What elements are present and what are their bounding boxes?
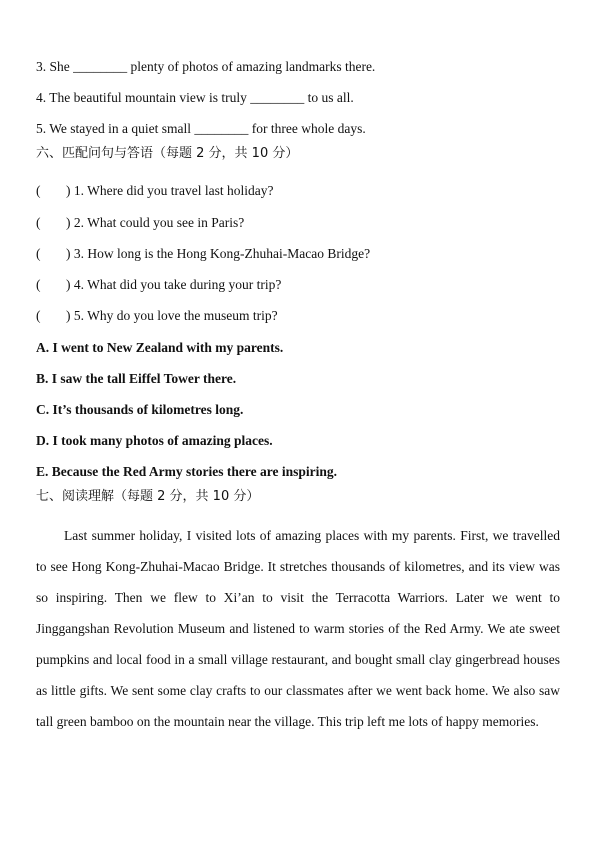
match-question-4 — [36, 276, 281, 294]
question-text: ) 5. Why do you love the museum trip? — [66, 308, 278, 323]
match-answer-b: B. I saw the tall Eiffel Tower there. — [36, 371, 237, 386]
match-answer-d: D. I took many photos of amazing places. — [36, 433, 273, 448]
match-question-2 — [36, 214, 244, 232]
question-text: ) 4. What did you take during your trip? — [66, 277, 282, 292]
question-text: ) 1. Where did you travel last holiday? — [66, 183, 274, 198]
match-answer-c: C. It’s thousands of kilometres long. — [36, 402, 244, 417]
fill-blank-4: 4. The beautiful mountain view is truly ________ to us all. — [36, 90, 354, 105]
match-question-1 — [36, 182, 273, 200]
answer-paren: ( — [36, 183, 41, 198]
section-7-title: 七、阅读理解（每题 2 分，共 10 分） — [36, 489, 260, 504]
fill-blank-3: 3. She ________ plenty of photos of amazing landmarks there. — [36, 59, 376, 74]
match-answer-e: E. Because the Red Army stories there are inspiring. — [36, 464, 337, 479]
answer-paren: ( — [36, 277, 41, 292]
reading-passage: Last summer holiday, I visited lots of amazing places with my parents. First, we travelled to see Hong Kong-Zhuhai-Macao Bridge. It stretches thousands of kilometres, and its view was so inspiring. Then we flew to Xi’an to visit the Terracotta Warriors. Later we went to Jinggangshan Revolution Museum and listened to warm stories of the Red Army. We ate sweet pumpkins and local food in a small village restaurant, and bought small clay gingerbread houses as little gifts. We sent some clay crafts to our classmates after we went back home. We also saw tall green bamboo on the mountain near the village. This trip left me lots of happy memories. — [36, 528, 560, 729]
match-answer-a: A. I went to New Zealand with my parents. — [36, 340, 284, 355]
section-6-title: 六、匹配问句与答语（每题 2 分，共 10 分） — [36, 146, 299, 161]
answer-paren: ( — [36, 246, 41, 261]
match-question-3 — [36, 245, 370, 263]
answer-paren: ( — [36, 215, 41, 230]
match-question-5 — [36, 307, 278, 325]
answer-paren: ( — [36, 308, 41, 323]
fill-blank-5: 5. We stayed in a quiet small ________ for three whole days. — [36, 121, 366, 136]
question-text: ) 2. What could you see in Paris? — [66, 215, 245, 230]
question-text: ) 3. How long is the Hong Kong-Zhuhai-Macao Bridge? — [66, 246, 371, 261]
